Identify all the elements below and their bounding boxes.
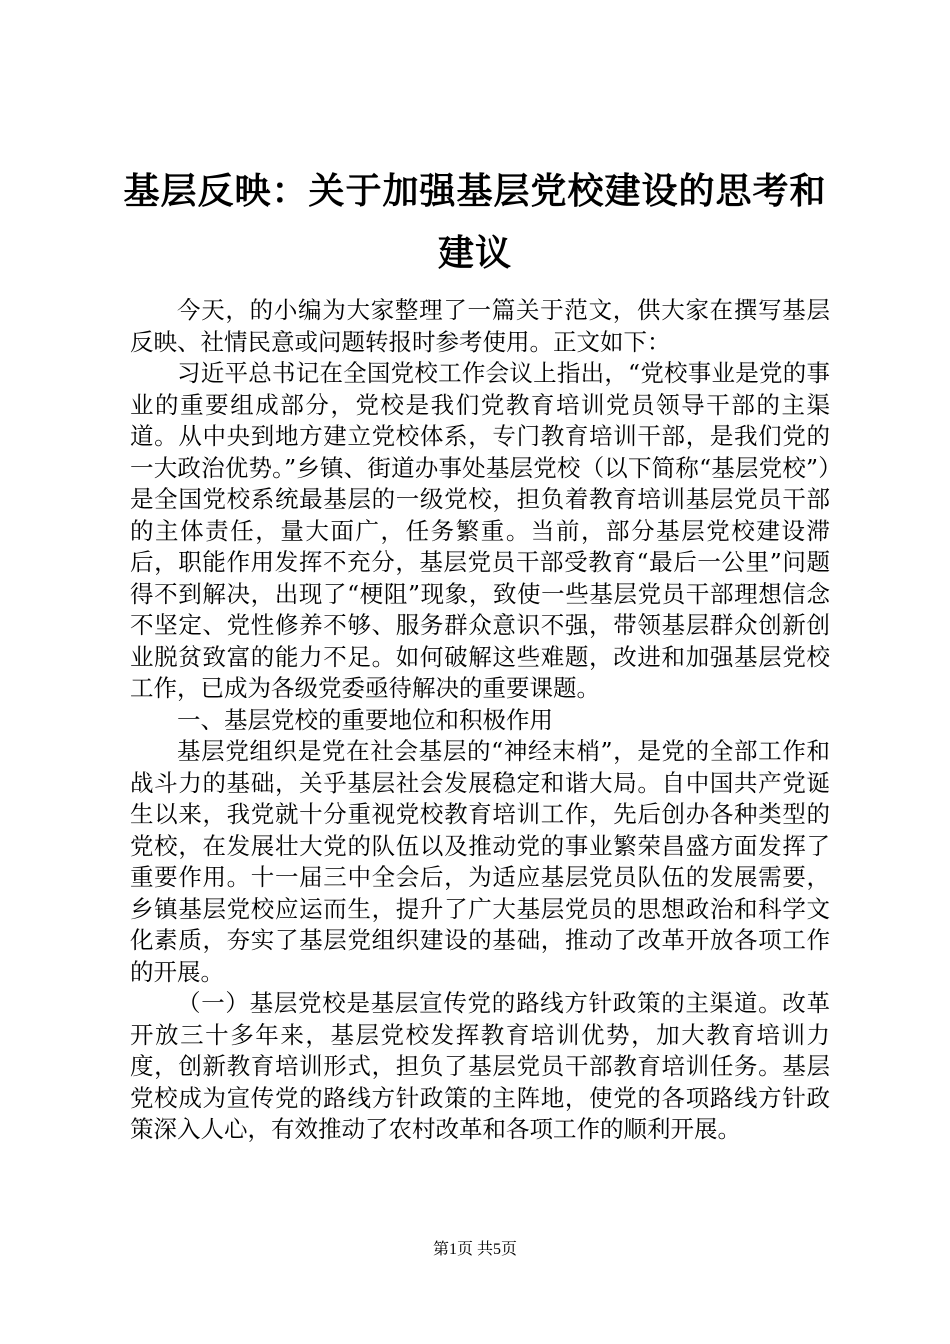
document-body — [130, 295, 830, 1146]
document-title: 基层反映：关于加强基层党校建设的思考和建议 — [123, 170, 827, 274]
subsection-paragraph: （一）基层党校是基层宣传党的路线方针政策的主渠道。改革开放三十多年来，基层党校发挥教育培训优势，加大教育培训力度，创新教育培训形式，担负了基层党员干部教育培训任务。基层党校成为宣传党的路线方针政策的主阵地，使党的各项路线方针政策深入人心，有效推动了农村改革和各项工作的顺利开展。 — [130, 989, 830, 1143]
body-paragraph: 习近平总书记在全国党校工作会议上指出，“党校事业是党的事业的重要组成部分，党校是我们党教育培训党员领导干部的主渠道。从中央到地方建立党校体系，专门教育培训干部，是我们党的一大政治优势。”乡镇、街道办事处基层党校（以下简称“基层党校”）是全国党校系统最基层的一级党校，担负着教育培训基层党员干部的主体责任，量大面广，任务繁重。当前，部分基层党校建设滞后，职能作用发挥不充分，基层党员干部受教育“最后一公里”问题得不到解决，出现了“梗阻”现象，致使一些基层党员干部理想信念不坚定、党性修养不够、服务群众意识不强，带领基层群众创新创业脱贫致富的能力不足。如何破解这些难题，改进和加强基层党校工作，已成为各级党委亟待解决的重要课题。 — [130, 359, 830, 702]
intro-paragraph: 今天，的小编为大家整理了一篇关于范文，供大家在撰写基层反映、社情民意或问题转报时参考使用。正文如下： — [130, 296, 830, 356]
page-number-footer: 第1页 共5页 — [432, 1241, 517, 1258]
body-paragraph: 基层党组织是党在社会基层的“神经末梢”，是党的全部工作和战斗力的基础，关乎基层社会发展稳定和谐大局。自中国共产党诞生以来，我党就十分重视党校教育培训工作，先后创办各种类型的党校，在发展壮大党的队伍以及推动党的事业繁荣昌盛方面发挥了重要作用。十一届三中全会后，为适应基层党员队伍的发展需要，乡镇基层党校应运而生，提升了广大基层党员的思想政治和科学文化素质，夯实了基层党组织建设的基础，推动了改革开放各项工作的开展。 — [130, 737, 830, 986]
section-heading: 一、基层党校的重要地位和积极作用 — [177, 705, 553, 734]
